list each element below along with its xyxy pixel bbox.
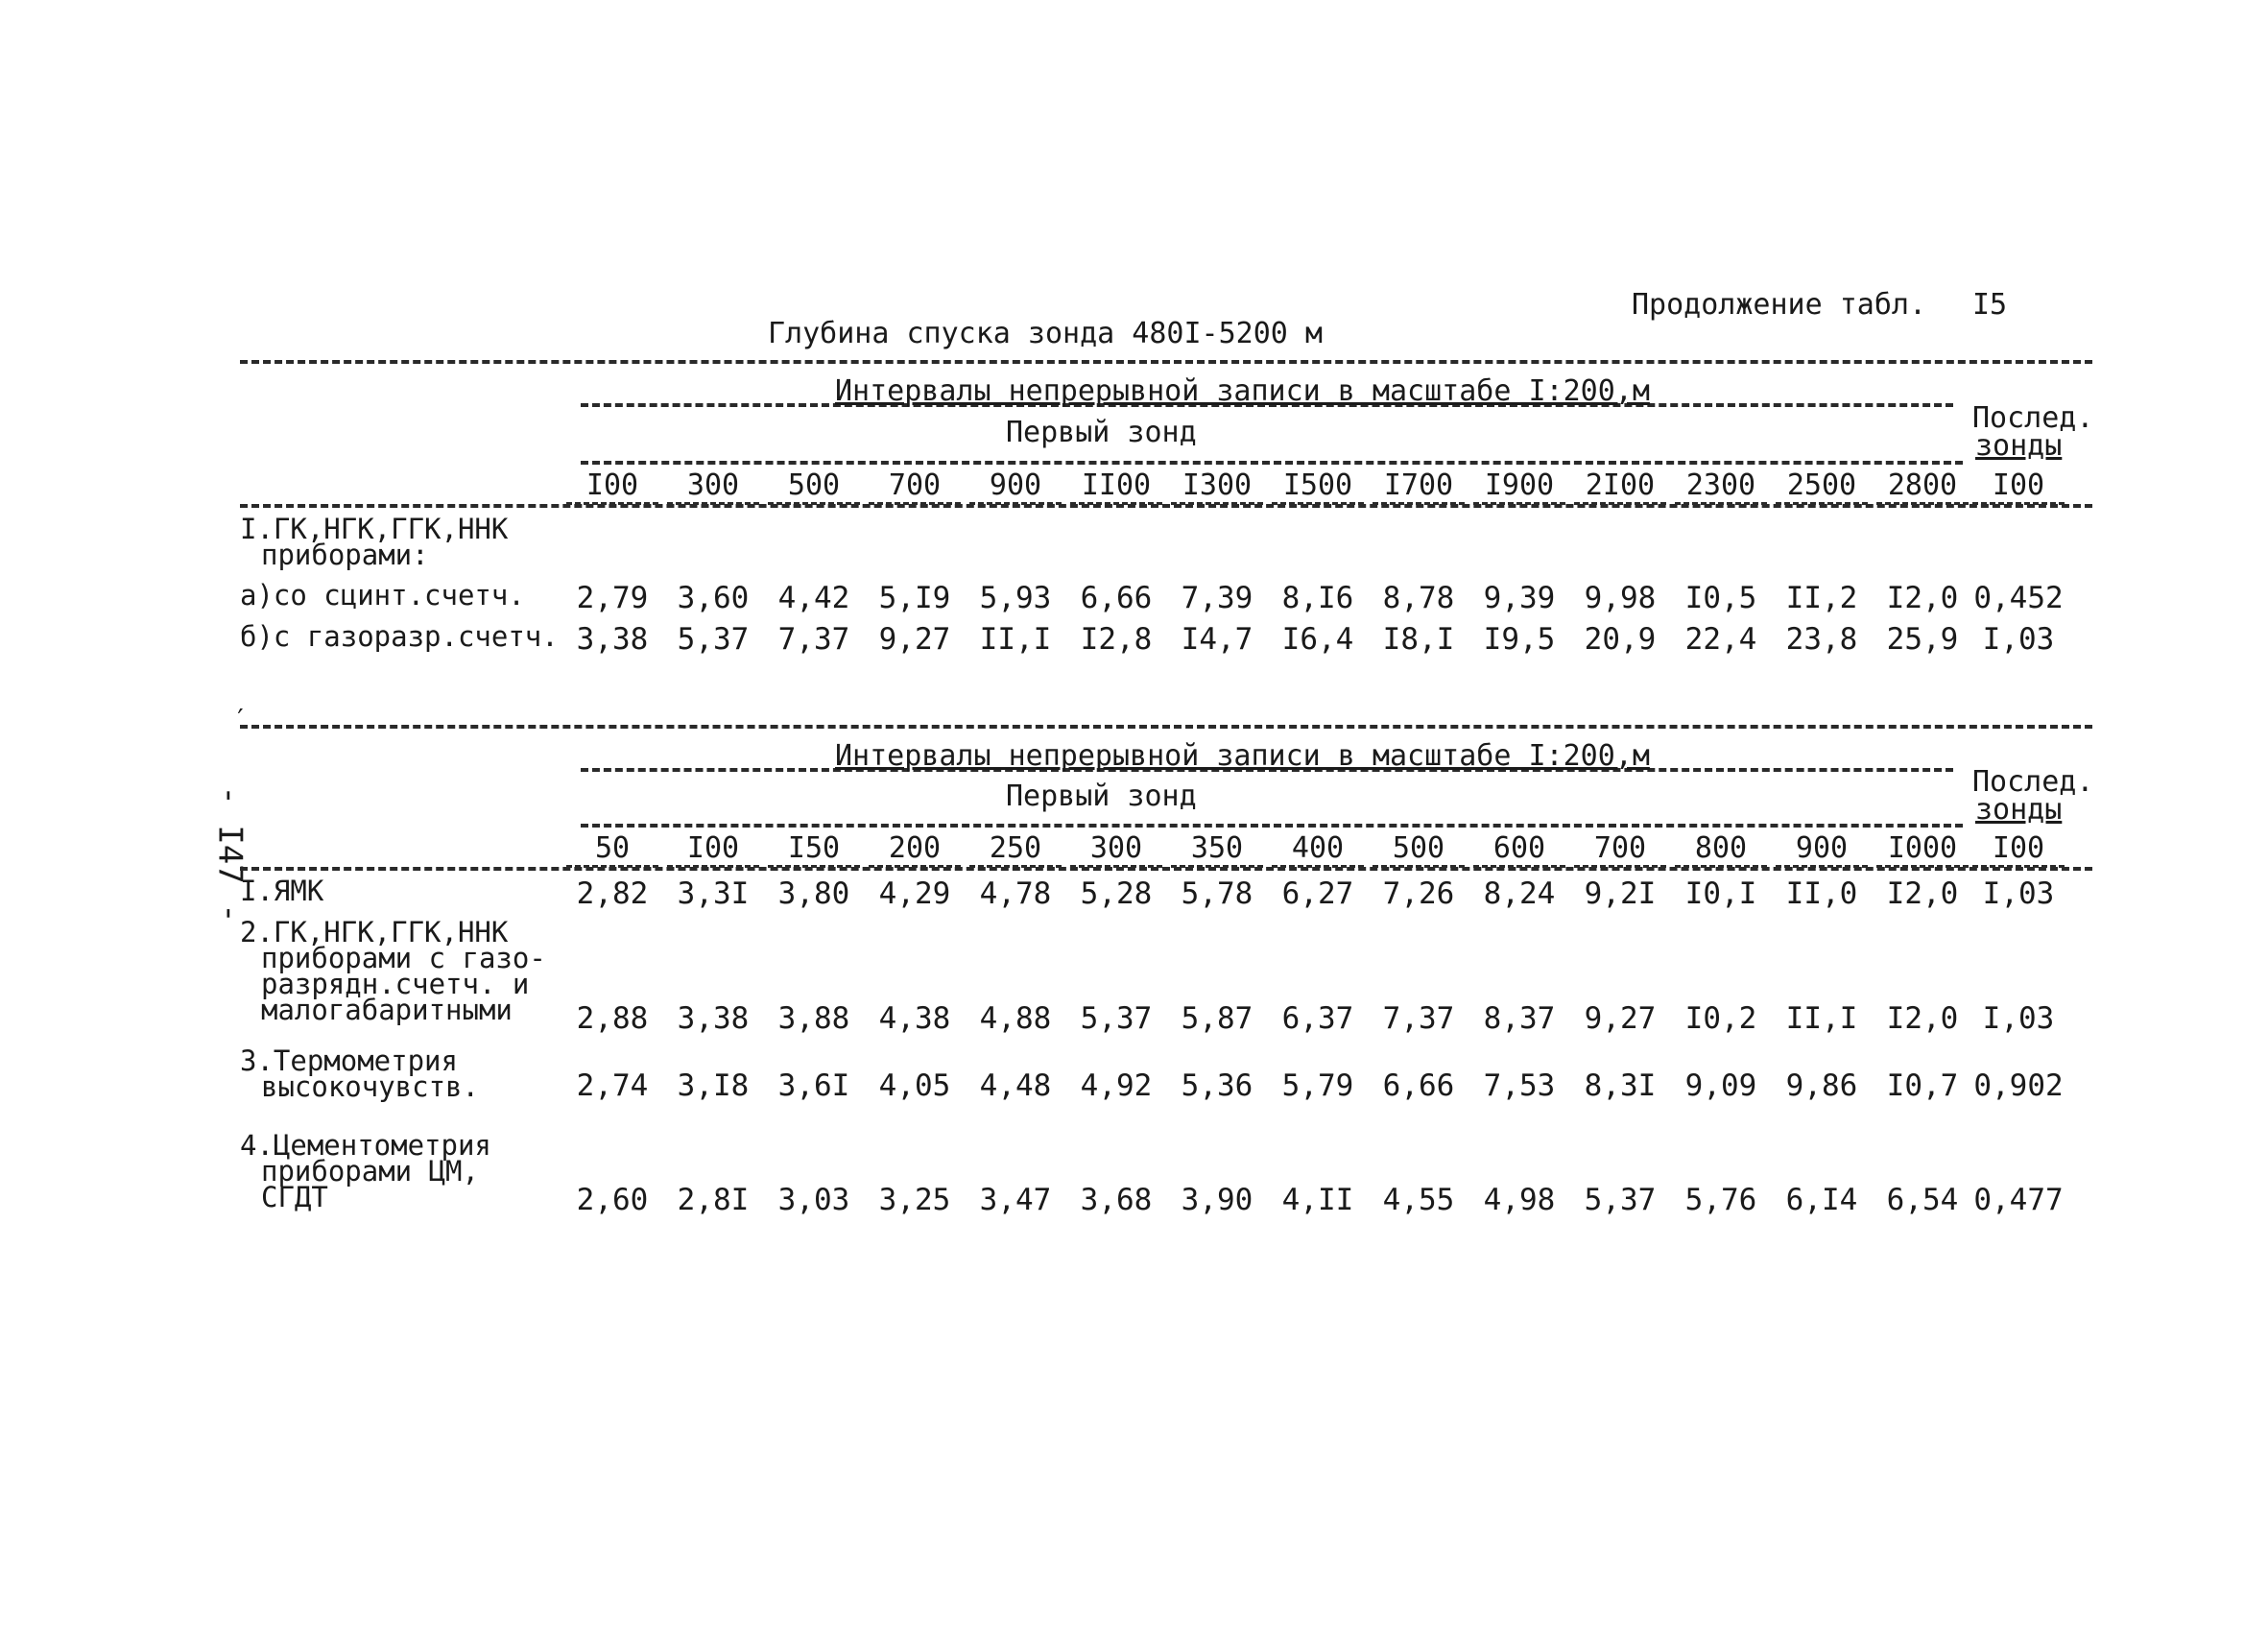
table-number: I5 (1972, 288, 2008, 322)
row-label-line: малогабаритными (261, 994, 513, 1026)
row-label-line: 3.Термометрия (240, 1044, 458, 1077)
table-cell: 5,78 (1181, 876, 1253, 911)
table-1-last-probe-header-2: зонды (1975, 429, 2063, 463)
column-header: I00 (1972, 831, 2065, 868)
column-header: 800 (1675, 831, 1767, 868)
table-cell: 3,68 (1080, 1183, 1153, 1217)
row-label-line: СГДТ (261, 1181, 328, 1213)
table-2-probe-header: Первый зонд (1006, 780, 1197, 813)
table-2-group-header: Интервалы непрерывной записи в масштабе I:200,м (835, 739, 1650, 773)
table-cell: 7,37 (777, 622, 850, 657)
table-cell: 3,88 (777, 1001, 850, 1036)
table-cell: 4,88 (979, 1001, 1052, 1036)
table-cell: 4,48 (979, 1068, 1052, 1103)
table-cell: 5,28 (1080, 876, 1153, 911)
table-cell: I8,I (1382, 622, 1455, 657)
row-label-line: приборами ЦМ, (261, 1155, 479, 1188)
column-header: I700 (1373, 468, 1465, 505)
table-cell: 7,39 (1181, 581, 1253, 615)
row-label-line: приборами с газо- (261, 942, 546, 974)
table-cell: 5,37 (677, 622, 750, 657)
table-cell: 3,80 (777, 876, 850, 911)
table-cell: 6,37 (1281, 1001, 1354, 1036)
column-header: 700 (1574, 831, 1666, 868)
table-cell: 5,79 (1281, 1068, 1354, 1103)
table-cell: 4,78 (979, 876, 1052, 911)
table-cell: 4,29 (878, 876, 951, 911)
table-cell: I0,5 (1684, 581, 1757, 615)
table-cell: 0,477 (1973, 1183, 2064, 1217)
table-cell: I,03 (1982, 876, 2055, 911)
table-cell: II,I (979, 622, 1052, 657)
table-cell: 2,82 (576, 876, 649, 911)
table-cell: 5,76 (1684, 1183, 1757, 1217)
column-header: I300 (1171, 468, 1263, 505)
table-cell: I0,I (1684, 876, 1757, 911)
column-header: II00 (1070, 468, 1162, 505)
table-2-probe-rule (581, 824, 1963, 828)
stray-mark: ′ (232, 703, 249, 734)
table-2-last-probe-header-2: зонды (1975, 793, 2063, 827)
table-cell: 4,98 (1483, 1183, 1556, 1217)
table-1-section-label (240, 513, 509, 571)
table-cell: 3,25 (878, 1183, 951, 1217)
table-cell: 2,74 (576, 1068, 649, 1103)
row-label-line: разрядн.счетч. и (261, 968, 530, 1000)
table-cell: 5,I9 (878, 581, 951, 615)
table-cell: 6,I4 (1785, 1183, 1858, 1217)
table-cell: 3,03 (777, 1183, 850, 1217)
table-1-probe-header: Первый зонд (1006, 416, 1197, 449)
table-cell: 9,27 (878, 622, 951, 657)
column-header: I00 (1972, 468, 2065, 505)
table-cell: 9,39 (1483, 581, 1556, 615)
table-cell: 5,93 (979, 581, 1052, 615)
table-1-last-probe-header-1: Послед. (1972, 401, 2094, 435)
table-cell: 4,55 (1382, 1183, 1455, 1217)
table-cell: 2,8I (677, 1183, 750, 1217)
table-cell: 9,09 (1684, 1068, 1757, 1103)
column-header: 500 (768, 468, 860, 505)
row-label-line: 2.ГК,НГК,ГГК,ННК (240, 916, 509, 948)
column-header: 900 (1776, 831, 1868, 868)
section-label-line: приборами: (261, 539, 429, 571)
table-cell: 23,8 (1785, 622, 1858, 657)
table-cell: 4,38 (878, 1001, 951, 1036)
table-cell: 8,I6 (1281, 581, 1354, 615)
table-cell: 3,38 (576, 622, 649, 657)
column-header: 300 (667, 468, 759, 505)
table-1-group-header: Интервалы непрерывной записи в масштабе I:200,м (835, 374, 1650, 408)
row-label (240, 620, 559, 653)
table-cell: 5,37 (1080, 1001, 1153, 1036)
table-cell: I0,2 (1684, 1001, 1757, 1036)
depth-title: Глубина спуска зонда 480I-5200 м (768, 317, 1323, 350)
row-label-line: 4.Цементометрия (240, 1129, 491, 1162)
table-1-probe-rule (581, 461, 1963, 465)
table-cell: 2,79 (576, 581, 649, 615)
table-cell: 7,37 (1382, 1001, 1455, 1036)
table-cell: 7,26 (1382, 876, 1455, 911)
column-header: 300 (1070, 831, 1162, 868)
table-1-top-rule (240, 360, 2092, 364)
row-label (240, 1044, 479, 1103)
table-cell: I2,0 (1886, 876, 1959, 911)
table-cell: I9,5 (1483, 622, 1556, 657)
column-header: I00 (667, 831, 759, 868)
table-cell: I0,7 (1886, 1068, 1959, 1103)
row-label (240, 875, 324, 907)
table-cell: 3,3I (677, 876, 750, 911)
column-header: I000 (1876, 831, 1969, 868)
table-cell: II,0 (1785, 876, 1858, 911)
column-header: I50 (768, 831, 860, 868)
section-label-line: I.ГК,НГК,ГГК,ННК (240, 513, 509, 545)
table-cell: 5,37 (1584, 1183, 1657, 1217)
column-header: 700 (869, 468, 961, 505)
table-cell: 25,9 (1886, 622, 1959, 657)
table-2-last-probe-header-1: Послед. (1972, 765, 2094, 799)
table-cell: 3,38 (677, 1001, 750, 1036)
table-cell: I4,7 (1181, 622, 1253, 657)
table-cell: II,I (1785, 1001, 1858, 1036)
column-header: 400 (1272, 831, 1364, 868)
table-cell: 4,II (1281, 1183, 1354, 1217)
table-cell: 4,05 (878, 1068, 951, 1103)
page-number: - I47 - (210, 785, 250, 924)
row-label (240, 916, 546, 1026)
column-header: I900 (1473, 468, 1565, 505)
row-label-line: б)с газоразр.счетч. (240, 620, 559, 653)
row-label (240, 1129, 491, 1213)
table-cell: 4,42 (777, 581, 850, 615)
continuation-label: Продолжение табл. (1632, 288, 1927, 322)
table-cell: 9,86 (1785, 1068, 1858, 1103)
column-header: 2I00 (1574, 468, 1666, 505)
table-cell: 3,90 (1181, 1183, 1253, 1217)
table-cell: 0,902 (1973, 1068, 2064, 1103)
column-header: 2500 (1776, 468, 1868, 505)
table-cell: 9,2I (1584, 876, 1657, 911)
table-cell: I,03 (1982, 622, 2055, 657)
column-header: I00 (566, 468, 658, 505)
column-header: 500 (1373, 831, 1465, 868)
table-cell: 5,36 (1181, 1068, 1253, 1103)
table-cell: 9,98 (1584, 581, 1657, 615)
table-cell: 8,3I (1584, 1068, 1657, 1103)
row-label-line: а)со сцинт.счетч. (240, 579, 525, 612)
column-header: 2300 (1675, 468, 1767, 505)
table-cell: 9,27 (1584, 1001, 1657, 1036)
table-cell: 6,54 (1886, 1183, 1959, 1217)
table-cell: 4,92 (1080, 1068, 1153, 1103)
table-cell: 2,88 (576, 1001, 649, 1036)
column-header: 250 (969, 831, 1062, 868)
column-header: 350 (1171, 831, 1263, 868)
table-cell: 2,60 (576, 1183, 649, 1217)
table-cell: I2,8 (1080, 622, 1153, 657)
table-cell: 6,66 (1382, 1068, 1455, 1103)
table-cell: 8,37 (1483, 1001, 1556, 1036)
table-cell: I6,4 (1281, 622, 1354, 657)
column-header: 900 (969, 468, 1062, 505)
table-cell: 6,66 (1080, 581, 1153, 615)
table-cell: 3,47 (979, 1183, 1052, 1217)
row-label-line: высокочувств. (261, 1070, 479, 1103)
table-cell: 7,53 (1483, 1068, 1556, 1103)
table-cell: 8,24 (1483, 876, 1556, 911)
table-cell: 22,4 (1684, 622, 1757, 657)
table-cell: 0,452 (1973, 581, 2064, 615)
row-label (240, 579, 525, 612)
table-2-top-rule (240, 725, 2092, 729)
table-cell: 3,60 (677, 581, 750, 615)
row-label-line: I.ЯМК (240, 875, 324, 907)
column-header: 2800 (1876, 468, 1969, 505)
column-header: I500 (1272, 468, 1364, 505)
column-header: 50 (566, 831, 658, 868)
table-cell: I2,0 (1886, 1001, 1959, 1036)
column-header: 600 (1473, 831, 1565, 868)
table-cell: 3,6I (777, 1068, 850, 1103)
table-cell: 5,87 (1181, 1001, 1253, 1036)
table-cell: 3,I8 (677, 1068, 750, 1103)
table-cell: II,2 (1785, 581, 1858, 615)
table-cell: 8,78 (1382, 581, 1455, 615)
table-cell: 6,27 (1281, 876, 1354, 911)
table-cell: I2,0 (1886, 581, 1959, 615)
table-cell: 20,9 (1584, 622, 1657, 657)
table-cell: I,03 (1982, 1001, 2055, 1036)
column-header: 200 (869, 831, 961, 868)
